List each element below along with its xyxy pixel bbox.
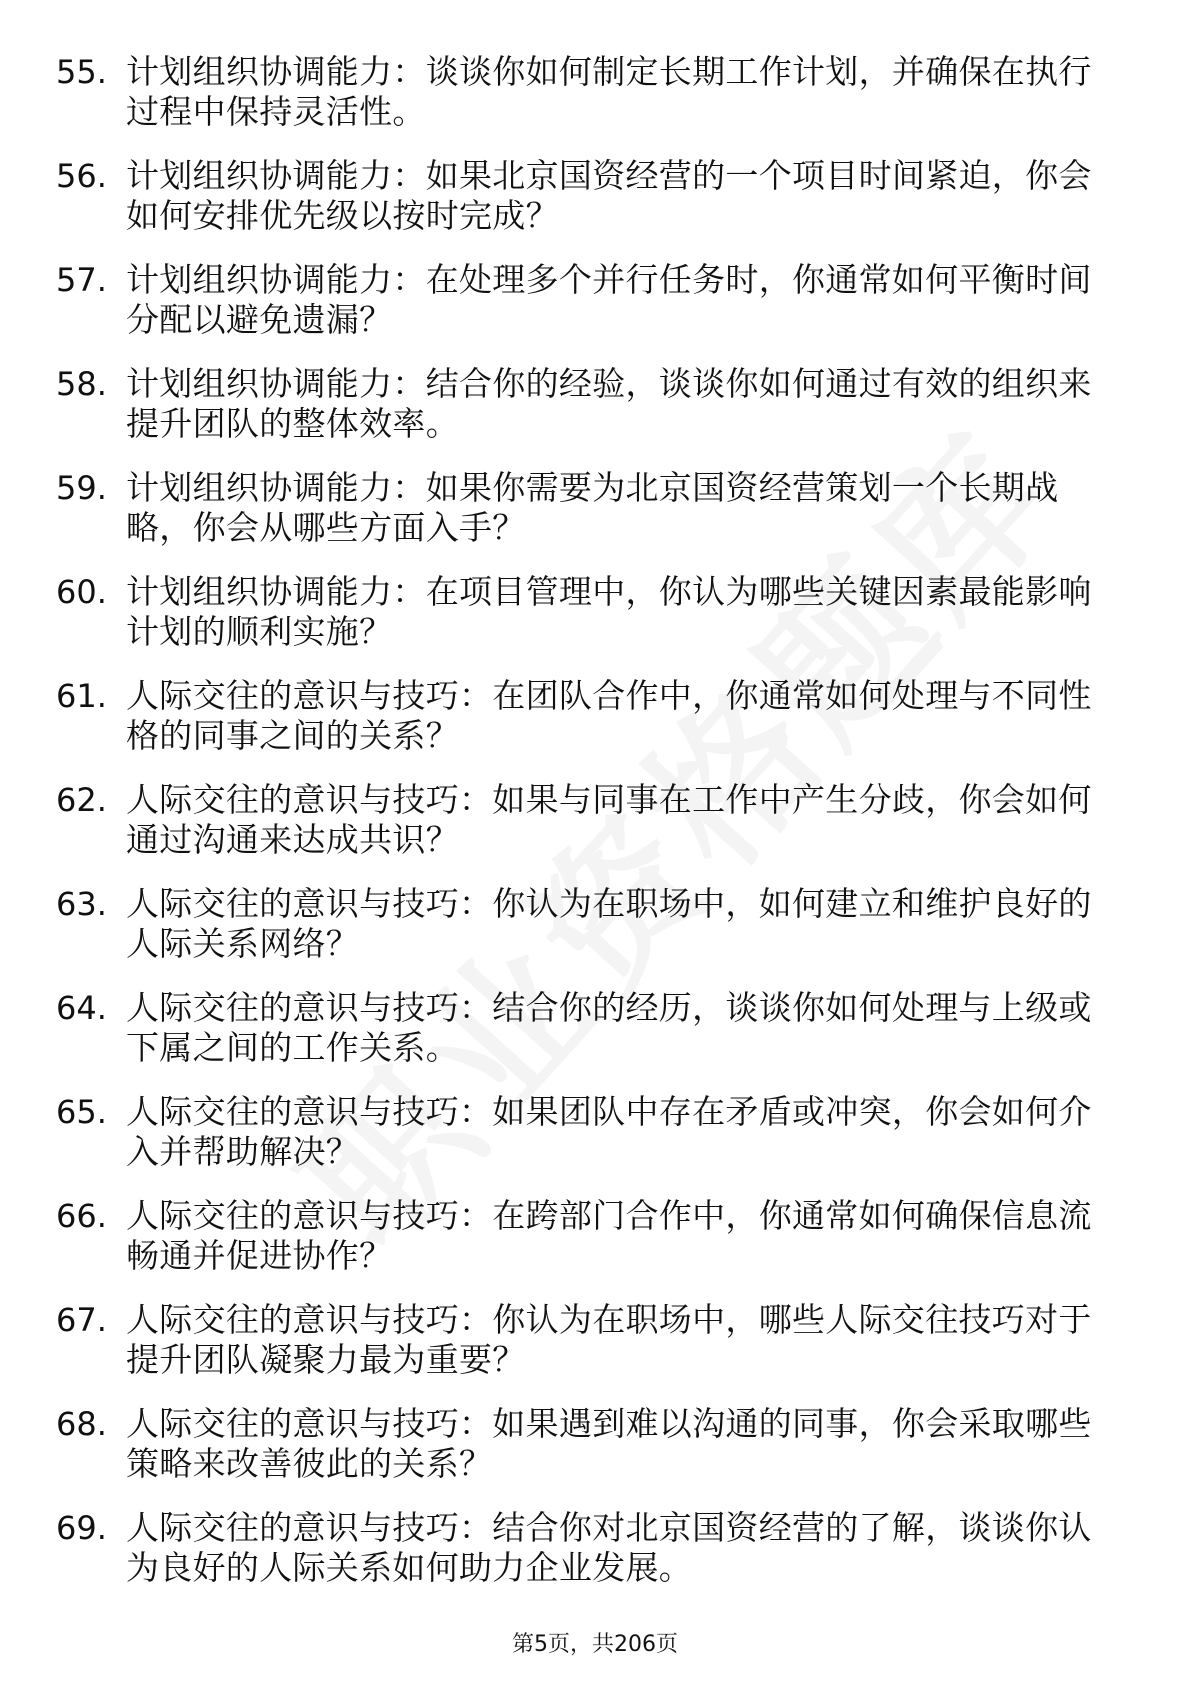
question-item: [56, 572, 1116, 676]
question-item: [56, 468, 1116, 572]
question-number: 67.: [56, 1301, 107, 1339]
question-item: [56, 676, 1116, 780]
question-text: 人际交往的意识与技巧：你认为在职场中，如何建立和维护良好的人际关系网络？: [126, 884, 1092, 963]
question-number: 60.: [56, 573, 107, 611]
question-item: [56, 1092, 1116, 1196]
question-item: [56, 1300, 1116, 1404]
question-number: 57.: [56, 261, 107, 299]
question-text: 计划组织协调能力：如果北京国资经营的一个项目时间紧迫，你会如何安排优先级以按时完成？: [126, 156, 1092, 235]
question-text: 计划组织协调能力：结合你的经验，谈谈你如何通过有效的组织来提升团队的整体效率。: [126, 364, 1092, 443]
question-list: [56, 52, 1116, 1612]
question-item: [56, 156, 1116, 260]
question-item: [56, 52, 1116, 156]
question-item: [56, 780, 1116, 884]
question-text: 计划组织协调能力：如果你需要为北京国资经营策划一个长期战略，你会从哪些方面入手？: [126, 468, 1059, 547]
page-footer: 第5页，共206页: [512, 1632, 678, 1657]
question-number: 68.: [56, 1405, 107, 1443]
question-number: 69.: [56, 1509, 107, 1547]
question-number: 63.: [56, 885, 107, 923]
question-number: 66.: [56, 1197, 107, 1235]
question-text: 计划组织协调能力：在处理多个并行任务时，你通常如何平衡时间分配以避免遗漏？: [126, 260, 1092, 339]
question-text: 计划组织协调能力：谈谈你如何制定长期工作计划，并确保在执行过程中保持灵活性。: [126, 52, 1092, 131]
question-item: [56, 1196, 1116, 1300]
question-text: 人际交往的意识与技巧：如果遇到难以沟通的同事，你会采取哪些策略来改善彼此的关系？: [126, 1404, 1092, 1483]
question-number: 56.: [56, 157, 107, 195]
question-text: 人际交往的意识与技巧：在团队合作中，你通常如何处理与不同性格的同事之间的关系？: [126, 676, 1092, 755]
question-item: [56, 260, 1116, 364]
question-text: 人际交往的意识与技巧：你认为在职场中，哪些人际交往技巧对于提升团队凝聚力最为重要？: [126, 1300, 1092, 1379]
question-text: 人际交往的意识与技巧：结合你对北京国资经营的了解，谈谈你认为良好的人际关系如何助力企业发展。: [126, 1508, 1092, 1587]
question-number: 65.: [56, 1093, 107, 1131]
question-number: 62.: [56, 781, 107, 819]
question-number: 61.: [56, 677, 107, 715]
question-number: 58.: [56, 365, 107, 403]
question-text: 人际交往的意识与技巧：结合你的经历，谈谈你如何处理与上级或下属之间的工作关系。: [126, 988, 1092, 1067]
question-text: 计划组织协调能力：在项目管理中，你认为哪些关键因素最能影响计划的顺利实施？: [126, 572, 1092, 651]
question-item: [56, 364, 1116, 468]
question-text: 人际交往的意识与技巧：如果与同事在工作中产生分歧，你会如何通过沟通来达成共识？: [126, 780, 1092, 859]
question-number: 55.: [56, 53, 107, 91]
question-item: [56, 884, 1116, 988]
question-item: [56, 988, 1116, 1092]
question-number: 64.: [56, 989, 107, 1027]
question-number: 59.: [56, 469, 107, 507]
question-item: [56, 1508, 1116, 1612]
question-item: [56, 1404, 1116, 1508]
question-text: 人际交往的意识与技巧：在跨部门合作中，你通常如何确保信息流畅通并促进协作？: [126, 1196, 1092, 1275]
question-text: 人际交往的意识与技巧：如果团队中存在矛盾或冲突，你会如何介入并帮助解决？: [126, 1092, 1092, 1171]
